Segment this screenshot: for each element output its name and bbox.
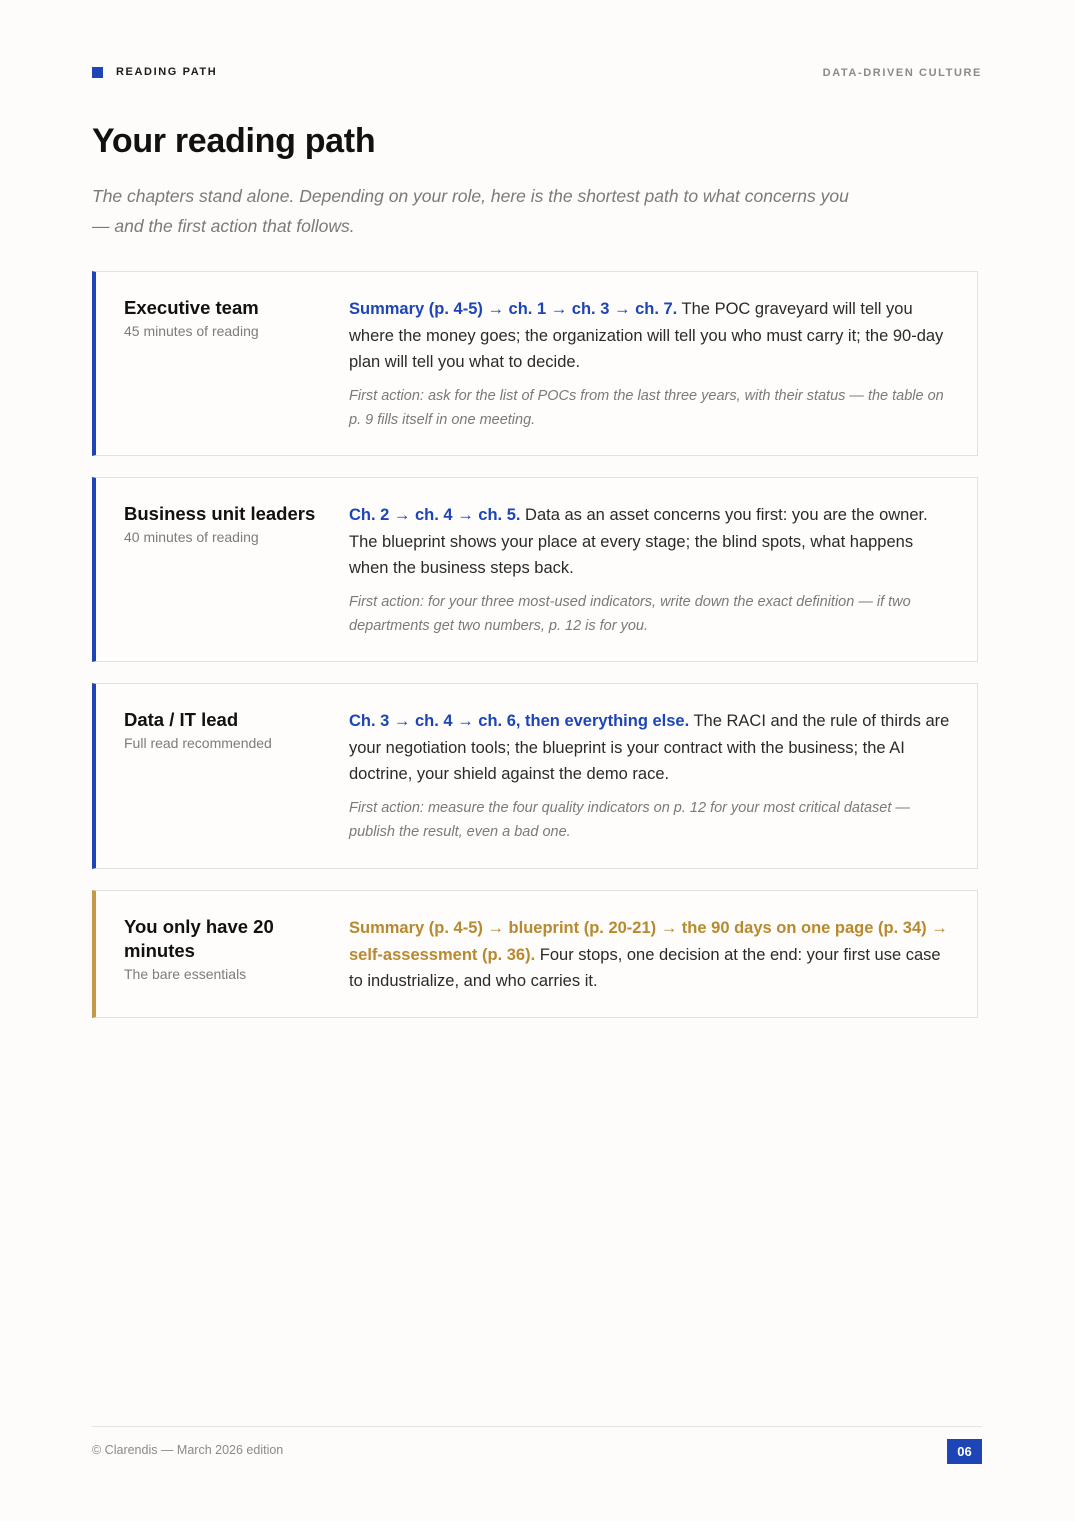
footer-copyright: © Clarendis — March 2026 edition xyxy=(92,1443,284,1457)
card-text: The POC graveyard will tell you where the money goes; the organization will tell you who must carry it; the 90-day plan will tell you what to decide. xyxy=(349,300,944,371)
card-description xyxy=(349,915,953,995)
card-text: Data as an asset concerns you first: you are the owner. The blueprint shows your place at every stage; the blind spots, what happens when the business steps back. xyxy=(349,506,928,577)
card-description xyxy=(349,502,953,582)
section-label: READING PATH xyxy=(116,66,218,78)
card-content xyxy=(349,296,953,433)
section-kicker xyxy=(92,66,217,78)
card-role-block xyxy=(124,708,324,751)
path-card-executive xyxy=(92,271,978,456)
first-action: First action: ask for the list of POCs from the last three years, with their status — the table on p. 9 fills itself in one meeting. xyxy=(349,387,944,428)
path-card-business xyxy=(92,477,978,662)
card-description xyxy=(349,296,953,376)
reading-duration: The bare essentials xyxy=(124,966,247,982)
document-label: DATA-DRIVEN CULTURE xyxy=(822,67,982,79)
footer-divider xyxy=(92,1426,982,1427)
lead-paragraph: The chapters stand alone. Depending on your role, here is the shortest path to what concerns you — and the first action that follows. xyxy=(92,186,849,236)
chapter-path: Summary (p. 4-5) → blueprint (p. 20-21) → the 90 days on one page (p. 34) → self-assessment (p. 36). xyxy=(349,919,948,964)
reading-duration: 45 minutes of reading xyxy=(124,323,259,339)
role-title: Business unit leaders xyxy=(124,503,316,524)
role-title: Executive team xyxy=(124,297,259,318)
chapter-path: Ch. 3 → ch. 4 → ch. 6, then everything else. xyxy=(349,712,690,730)
path-card-data-it xyxy=(92,683,978,869)
card-content xyxy=(349,708,953,845)
card-description xyxy=(349,708,953,788)
page-title: Your reading path xyxy=(92,122,376,160)
card-text: The RACI and the rule of thirds are your negotiation tools; the blueprint is your contract with the business; the AI doctrine, your shield against the demo race. xyxy=(349,712,950,783)
reading-duration: 40 minutes of reading xyxy=(124,529,259,545)
role-title: You only have 20 minutes xyxy=(124,916,274,961)
square-marker-icon xyxy=(92,67,103,78)
chapter-path: Ch. 2 → ch. 4 → ch. 5. xyxy=(349,506,521,524)
path-card-20-minutes xyxy=(92,890,978,1018)
page-number-badge: 06 xyxy=(947,1439,982,1464)
card-role-block xyxy=(124,915,324,982)
first-action: First action: measure the four quality indicators on p. 12 for your most critical dataset — publish the result, even a bad one. xyxy=(349,799,910,840)
first-action: First action: for your three most-used indicators, write down the exact definition — if two departments get two numbers, p. 12 is for you. xyxy=(349,593,911,634)
card-content xyxy=(349,502,953,639)
card-role-block xyxy=(124,502,324,545)
card-content xyxy=(349,915,953,995)
card-role-block xyxy=(124,296,324,339)
reading-duration: Full read recommended xyxy=(124,735,272,751)
page-header xyxy=(92,66,982,82)
chapter-path: Summary (p. 4-5) → ch. 1 → ch. 3 → ch. 7. xyxy=(349,300,678,318)
card-text: Four stops, one decision at the end: your first use case to industrialize, and who carries it. xyxy=(349,945,941,990)
role-title: Data / IT lead xyxy=(124,709,239,730)
